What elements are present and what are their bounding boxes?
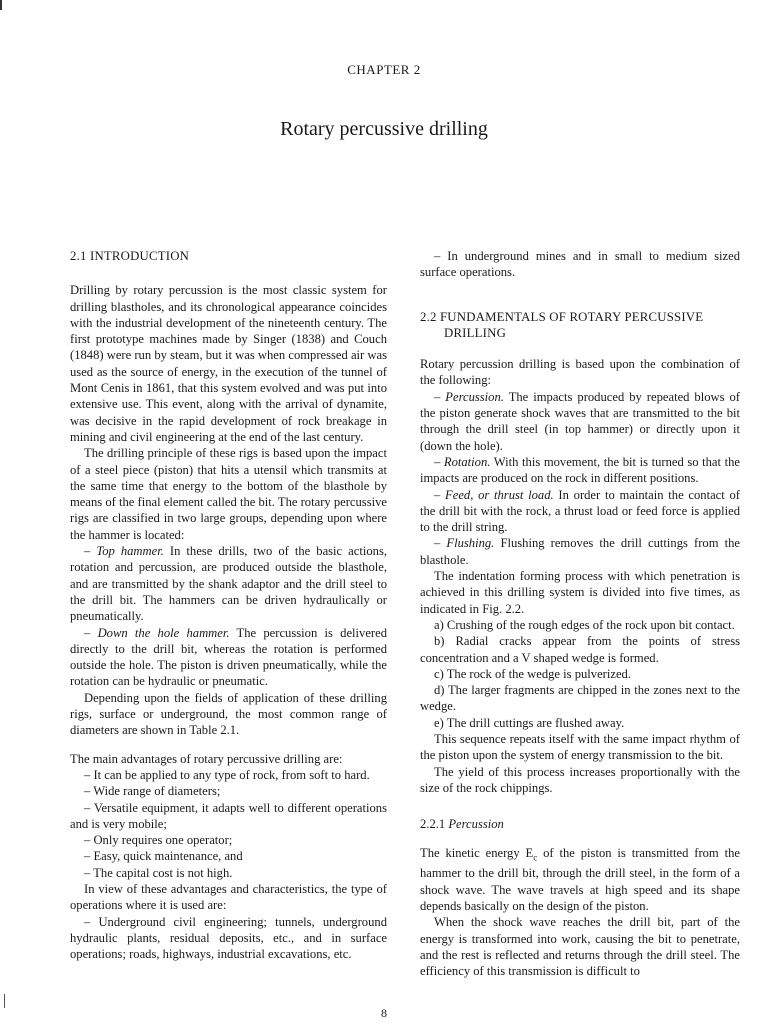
list-item: – Easy, quick maintenance, and <box>84 849 243 864</box>
left-column <box>70 248 387 962</box>
paragraph: In view of these advantages and characteristics, the type of operations where it is used are: <box>70 881 387 913</box>
chapter-label: CHAPTER 2 <box>347 62 421 77</box>
paragraph: The main advantages of rotary percussive drilling are: <box>70 751 343 766</box>
term-text: In these drills, two of the basic actions, rotation and percussion, are produced outside the blasthole, and are transmitted by the shank adaptor and the drill steel to the drill bit. The hammers can be driven hydraulically or pneumatically. <box>70 544 388 624</box>
term-text: The impacts produced by repeated blows of the piston generate shock waves that are transmitted to the bit through the drill steel (in top hammer) or directly upon it (down the hole). <box>420 389 740 453</box>
term-text: In order to maintain the contact of the drill bit with the rock, a thrust load or feed force is applied to the drill string. <box>420 487 740 535</box>
paragraph: Drilling by rotary percussion is the most classic system for drilling blastholes, and its chronological appearance coincides with the industrial development of the nineteenth century. The first prototype machines made by Singer (1838) and Couch (1848) were run by steam, but it was when compressed air was used as the source of energy, in the execution of the tunnel of Mont Cenis in 1861, that this system evolved and was put into extensive use. This event, along with the arrival of dynamite, was decisive in the rapid development of rock breakage in mining and civil engineering at the end of the last century. <box>70 283 387 444</box>
paragraph: The indentation forming process with which penetration is achieved in this drilling system is divided into five times, as indicated in Fig. 2.2. <box>420 569 740 616</box>
list-item: – In underground mines and in small to medium sized surface operations. <box>420 249 740 280</box>
paragraph: The yield of this process increases proportionally with the size of the rock chippings. <box>420 764 740 795</box>
paragraph: When the shock wave reaches the drill bit, part of the energy is transformed into work, causing the bit to penetrate, and the rest is reflected and returns through the drill steel. The efficiency of this transmission is difficult to <box>420 915 740 979</box>
term-text: With this movement, the bit is turned so that the impacts are produced on the rock in different positions. <box>420 454 740 486</box>
term-text: The percussion is delivered directly to the drill bit, whereas the rotation is performed outside the hole. The piston is driven pneumatically, while the rotation can be hydraulic or pneumatic. <box>70 625 387 689</box>
term: Down the hole hammer. <box>97 625 230 640</box>
list-item-flushing: – Flushing. Flushing removes the drill cuttings from the blasthole. <box>420 536 740 567</box>
list-item: – Underground civil engineering; tunnels, underground hydraulic plants, residual deposits, etc., and in surface operations; roads, highways, industrial excavations, etc. <box>70 914 387 962</box>
text-run: of the piston is transmitted from the hammer to the drill bit, through the drill steel, in the form of a shock wave. The wave travels at high speed and its shape depends basically on the design of the piston. <box>420 845 740 913</box>
subsection-heading-2-2-1 <box>420 816 740 832</box>
list-item: – Versatile equipment, it adapts well to different operations and is very mobile; <box>70 800 387 831</box>
list-item: a) Crushing of the rough edges of the rock upon bit contact. <box>434 617 735 632</box>
list-item: – The capital cost is not high. <box>84 865 233 880</box>
list-item: – It can be applied to any type of rock, from soft to hard. <box>84 767 370 782</box>
list-item: b) Radial cracks appear from the points of stress concentration and a V shaped wedge is formed. <box>420 634 740 665</box>
term-text: Flushing removes the drill cuttings from the blasthole. <box>420 536 740 567</box>
list-item: – Only requires one operator; <box>84 833 233 848</box>
term: Feed, or thrust load. <box>445 487 554 502</box>
list-item: d) The larger fragments are chipped in the zones next to the wedge. <box>420 683 740 714</box>
heading-title: Percussion <box>448 817 504 832</box>
list-item-feed: – Feed, or thrust load. In order to maintain the contact of the drill bit with the rock, a thrust load or feed force is applied to the drill string. <box>420 487 740 535</box>
heading-line: 2.2 FUNDAMENTALS OF ROTARY PERCUSSIVE <box>420 309 704 324</box>
scan-margin-mark <box>0 0 2 10</box>
heading-line: DRILLING <box>444 325 507 340</box>
subscript: c <box>533 852 538 863</box>
paragraph <box>420 845 740 915</box>
list-item-down-the-hole: – Down the hole hammer. The percussion is delivered directly to the drill bit, whereas the rotation is performed outside the hole. The piston is driven pneumatically, while the rotation can be hydraulic or pneumatic. <box>70 625 387 689</box>
right-column <box>420 248 740 979</box>
list-item-percussion: – Percussion. The impacts produced by repeated blows of the piston generate shock waves that are transmitted to the bit through the drill steel (in top hammer) or directly upon it (down the hole). <box>420 389 740 453</box>
term: Top hammer. <box>96 544 164 559</box>
term: Flushing. <box>446 536 495 551</box>
paragraph: The drilling principle of these rigs is based upon the impact of a steel piece (piston) that hits a utensil which transmits at the same time that energy to the bottom of the blasthole by means of the final element called the bit. The rotary percussive rigs are classified in two large groups, depending upon where the hammer is located: <box>70 446 387 542</box>
paragraph: Depending upon the fields of application of these drilling rigs, surface or underground, the most common range of diameters are shown in Table 2.1. <box>70 690 387 738</box>
section-heading-2-1: 2.1 INTRODUCTION <box>70 249 190 263</box>
term: Percussion. <box>445 389 504 404</box>
list-item: – Wide range of diameters; <box>84 784 221 799</box>
paragraph: This sequence repeats itself with the same impact rhythm of the piston upon the system of energy transmission to the bit. <box>420 732 740 763</box>
chapter-title: Rotary percussive drilling <box>280 118 488 140</box>
list-item-top-hammer: – Top hammer. In these drills, two of the basic actions, rotation and percussion, are produced outside the blasthole, and are transmitted by the shank adaptor and the drill steel to the drill bit. The hammers can be driven hydraulically or pneumatically. <box>70 544 388 624</box>
list-item: e) The drill cuttings are flushed away. <box>434 715 625 730</box>
list-item: c) The rock of the wedge is pulverized. <box>434 666 631 681</box>
page-number: 8 <box>381 1006 387 1020</box>
term: Rotation. <box>443 454 491 469</box>
paragraph: Rotary percussion drilling is based upon the combination of the following: <box>420 357 740 388</box>
list-item-rotation: – Rotation. With this movement, the bit is turned so that the impacts are produced on the rock in different positions. <box>420 454 740 486</box>
text-run: The kinetic energy E <box>420 845 534 860</box>
section-heading-2-2 <box>420 309 740 342</box>
heading-number: 2.2.1 <box>420 817 449 832</box>
